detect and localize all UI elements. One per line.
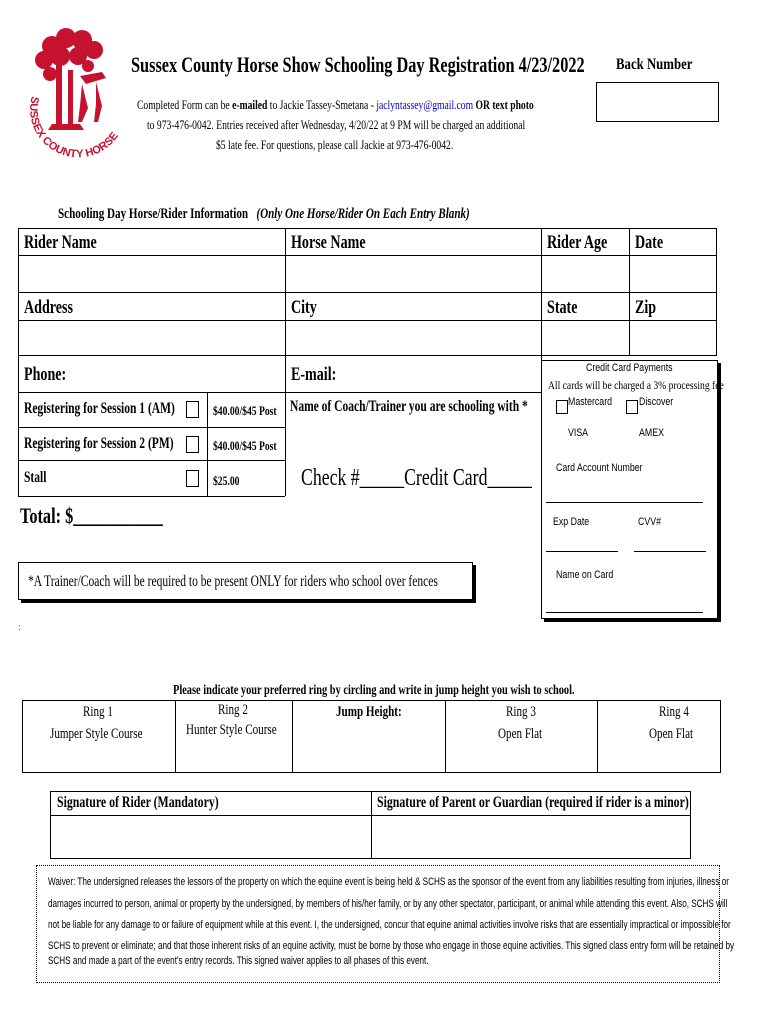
rider-age-label: Rider Age xyxy=(547,232,608,253)
session1-label: Registering for Session 1 (AM) xyxy=(24,400,175,417)
state-field[interactable] xyxy=(542,321,628,355)
ring2-sub: Hunter Style Course xyxy=(186,722,277,738)
section-title-text: Schooling Day Horse/Rider Information xyxy=(58,206,249,222)
ring3-title[interactable]: Ring 3 xyxy=(506,704,536,720)
instruction-line-1 xyxy=(137,97,534,113)
address-label: Address xyxy=(24,297,73,318)
horse-name-field[interactable] xyxy=(286,256,540,291)
session1-checkbox[interactable] xyxy=(186,401,199,418)
cvv-label: CVV# xyxy=(638,516,661,528)
ring1-sub: Jumper Style Course xyxy=(50,726,143,742)
card-account-label: Card Account Number xyxy=(556,462,643,474)
email-label: E-mail: xyxy=(291,364,337,385)
ring3-sub: Open Flat xyxy=(498,726,543,742)
jump-height-label[interactable]: Jump Height: xyxy=(336,704,402,720)
logo xyxy=(22,26,130,188)
back-number-label: Back Number xyxy=(616,56,693,73)
waiver-line-2: damages incurred to person, animal or property by the undersigned, by members of his/her family, or by any other spectator, participant, or animal while attending this event. Also, SCHS will xyxy=(48,898,728,910)
rider-age-field[interactable] xyxy=(542,256,628,291)
rider-name-label: Rider Name xyxy=(24,232,97,253)
instr-emailed: e-mailed xyxy=(232,97,268,112)
waiver-line-3: not be liable for any damage to or failure of equipment while at this event. I, the undersigned, concur that equine animal activities involve risks that are essentially impractical or impossible for xyxy=(48,919,731,931)
zip-label: Zip xyxy=(635,297,657,318)
waiver-line-4: SCHS to prevent or eliminate; and that those inherent risks of an equine activity, must be borne by those who engage in those equine activities. This signed class entry form will be retained by xyxy=(48,940,735,952)
stall-label: Stall xyxy=(24,469,47,486)
exp-date-field[interactable] xyxy=(546,551,618,552)
exp-date-label: Exp Date xyxy=(553,516,590,528)
date-label: Date xyxy=(635,232,664,253)
phone-label: Phone: xyxy=(24,364,67,385)
ring-instruction: Please indicate your preferred ring by circling and write in jump height you wish to school. xyxy=(173,683,575,698)
parent-signature-label: Signature of Parent or Guardian (required if rider is a minor) xyxy=(377,794,689,811)
visa-label: VISA xyxy=(568,427,589,439)
instruction-line-2: to 973-476-0042. Entries received after Wednesday, 4/20/22 at 9 PM will be charged an additional xyxy=(147,117,526,132)
instr-prefix: Completed Form can be xyxy=(137,97,233,112)
payment-line[interactable]: Check #_____Credit Card_____ xyxy=(301,465,532,491)
instruction-line-3: $5 late fee. For questions, please call Jackie at 973-476-0042. xyxy=(216,137,454,152)
horse-name-label: Horse Name xyxy=(291,232,366,253)
email-link[interactable]: jaclyntassey@gmail.com xyxy=(376,97,474,112)
session1-price: $40.00/$45 Post xyxy=(213,403,277,418)
mastercard-label: Mastercard xyxy=(568,396,613,408)
card-account-field[interactable] xyxy=(546,502,703,503)
ring4-sub: Open Flat xyxy=(649,726,694,742)
cvv-field[interactable] xyxy=(634,551,706,552)
zip-field[interactable] xyxy=(630,321,716,355)
mastercard-checkbox[interactable] xyxy=(556,400,568,414)
coach-field[interactable] xyxy=(286,420,540,460)
date-field[interactable] xyxy=(630,256,716,291)
state-label: State xyxy=(547,297,578,318)
logo-text: SUSSEX COUNTY HORSE xyxy=(27,95,121,161)
page-title: Sussex County Horse Show Schooling Day Registration 4/23/2022 xyxy=(131,52,585,77)
city-field[interactable] xyxy=(286,321,540,355)
trainer-note: *A Trainer/Coach will be required to be present ONLY for riders who school over fences xyxy=(28,573,438,590)
session2-price: $40.00/$45 Post xyxy=(213,438,277,453)
session2-checkbox[interactable] xyxy=(186,436,199,453)
section-note: (Only One Horse/Rider On Each Entry Blank) xyxy=(256,206,470,222)
amex-label: AMEX xyxy=(639,427,664,439)
coach-label: Name of Coach/Trainer you are schooling with * xyxy=(290,398,528,415)
ring2-title[interactable]: Ring 2 xyxy=(218,702,248,718)
instr-to: to Jackie Tassey-Smetana - xyxy=(267,97,377,112)
rider-signature-field[interactable] xyxy=(51,816,370,858)
total-line[interactable]: Total: $___________ xyxy=(20,503,163,528)
session2-label: Registering for Session 2 (PM) xyxy=(24,435,174,452)
city-label: City xyxy=(291,297,317,318)
stall-price: $25.00 xyxy=(213,473,240,488)
address-field[interactable] xyxy=(19,321,284,355)
rider-name-field[interactable] xyxy=(19,256,284,291)
stall-checkbox[interactable] xyxy=(186,470,199,487)
instr-or: OR text photo xyxy=(473,97,534,112)
ring1-title[interactable]: Ring 1 xyxy=(83,704,113,720)
stray-mark: : xyxy=(18,622,21,633)
discover-checkbox[interactable] xyxy=(626,400,638,414)
credit-card-fee-note: All cards will be charged a 3% processing fee xyxy=(548,378,724,392)
waiver-line-5: SCHS and made a part of the event's entry records. This signed waiver applies to all phases of this event. xyxy=(48,955,429,967)
name-on-card-label: Name on Card xyxy=(556,569,614,581)
discover-label: Discover xyxy=(639,396,674,408)
back-number-field[interactable] xyxy=(596,82,719,122)
parent-signature-field[interactable] xyxy=(372,816,690,858)
credit-card-title: Credit Card Payments xyxy=(586,362,673,374)
waiver-line-1: Waiver: The undersigned releases the lessors of the property on which the equine event is being held & SCHS as the sponsor of the event from any liabilities resulting from injuries, illness or xyxy=(48,876,729,888)
ring4-title[interactable]: Ring 4 xyxy=(659,704,689,720)
name-on-card-field[interactable] xyxy=(546,612,703,613)
section-title xyxy=(58,206,470,223)
rider-signature-label: Signature of Rider (Mandatory) xyxy=(57,794,219,811)
